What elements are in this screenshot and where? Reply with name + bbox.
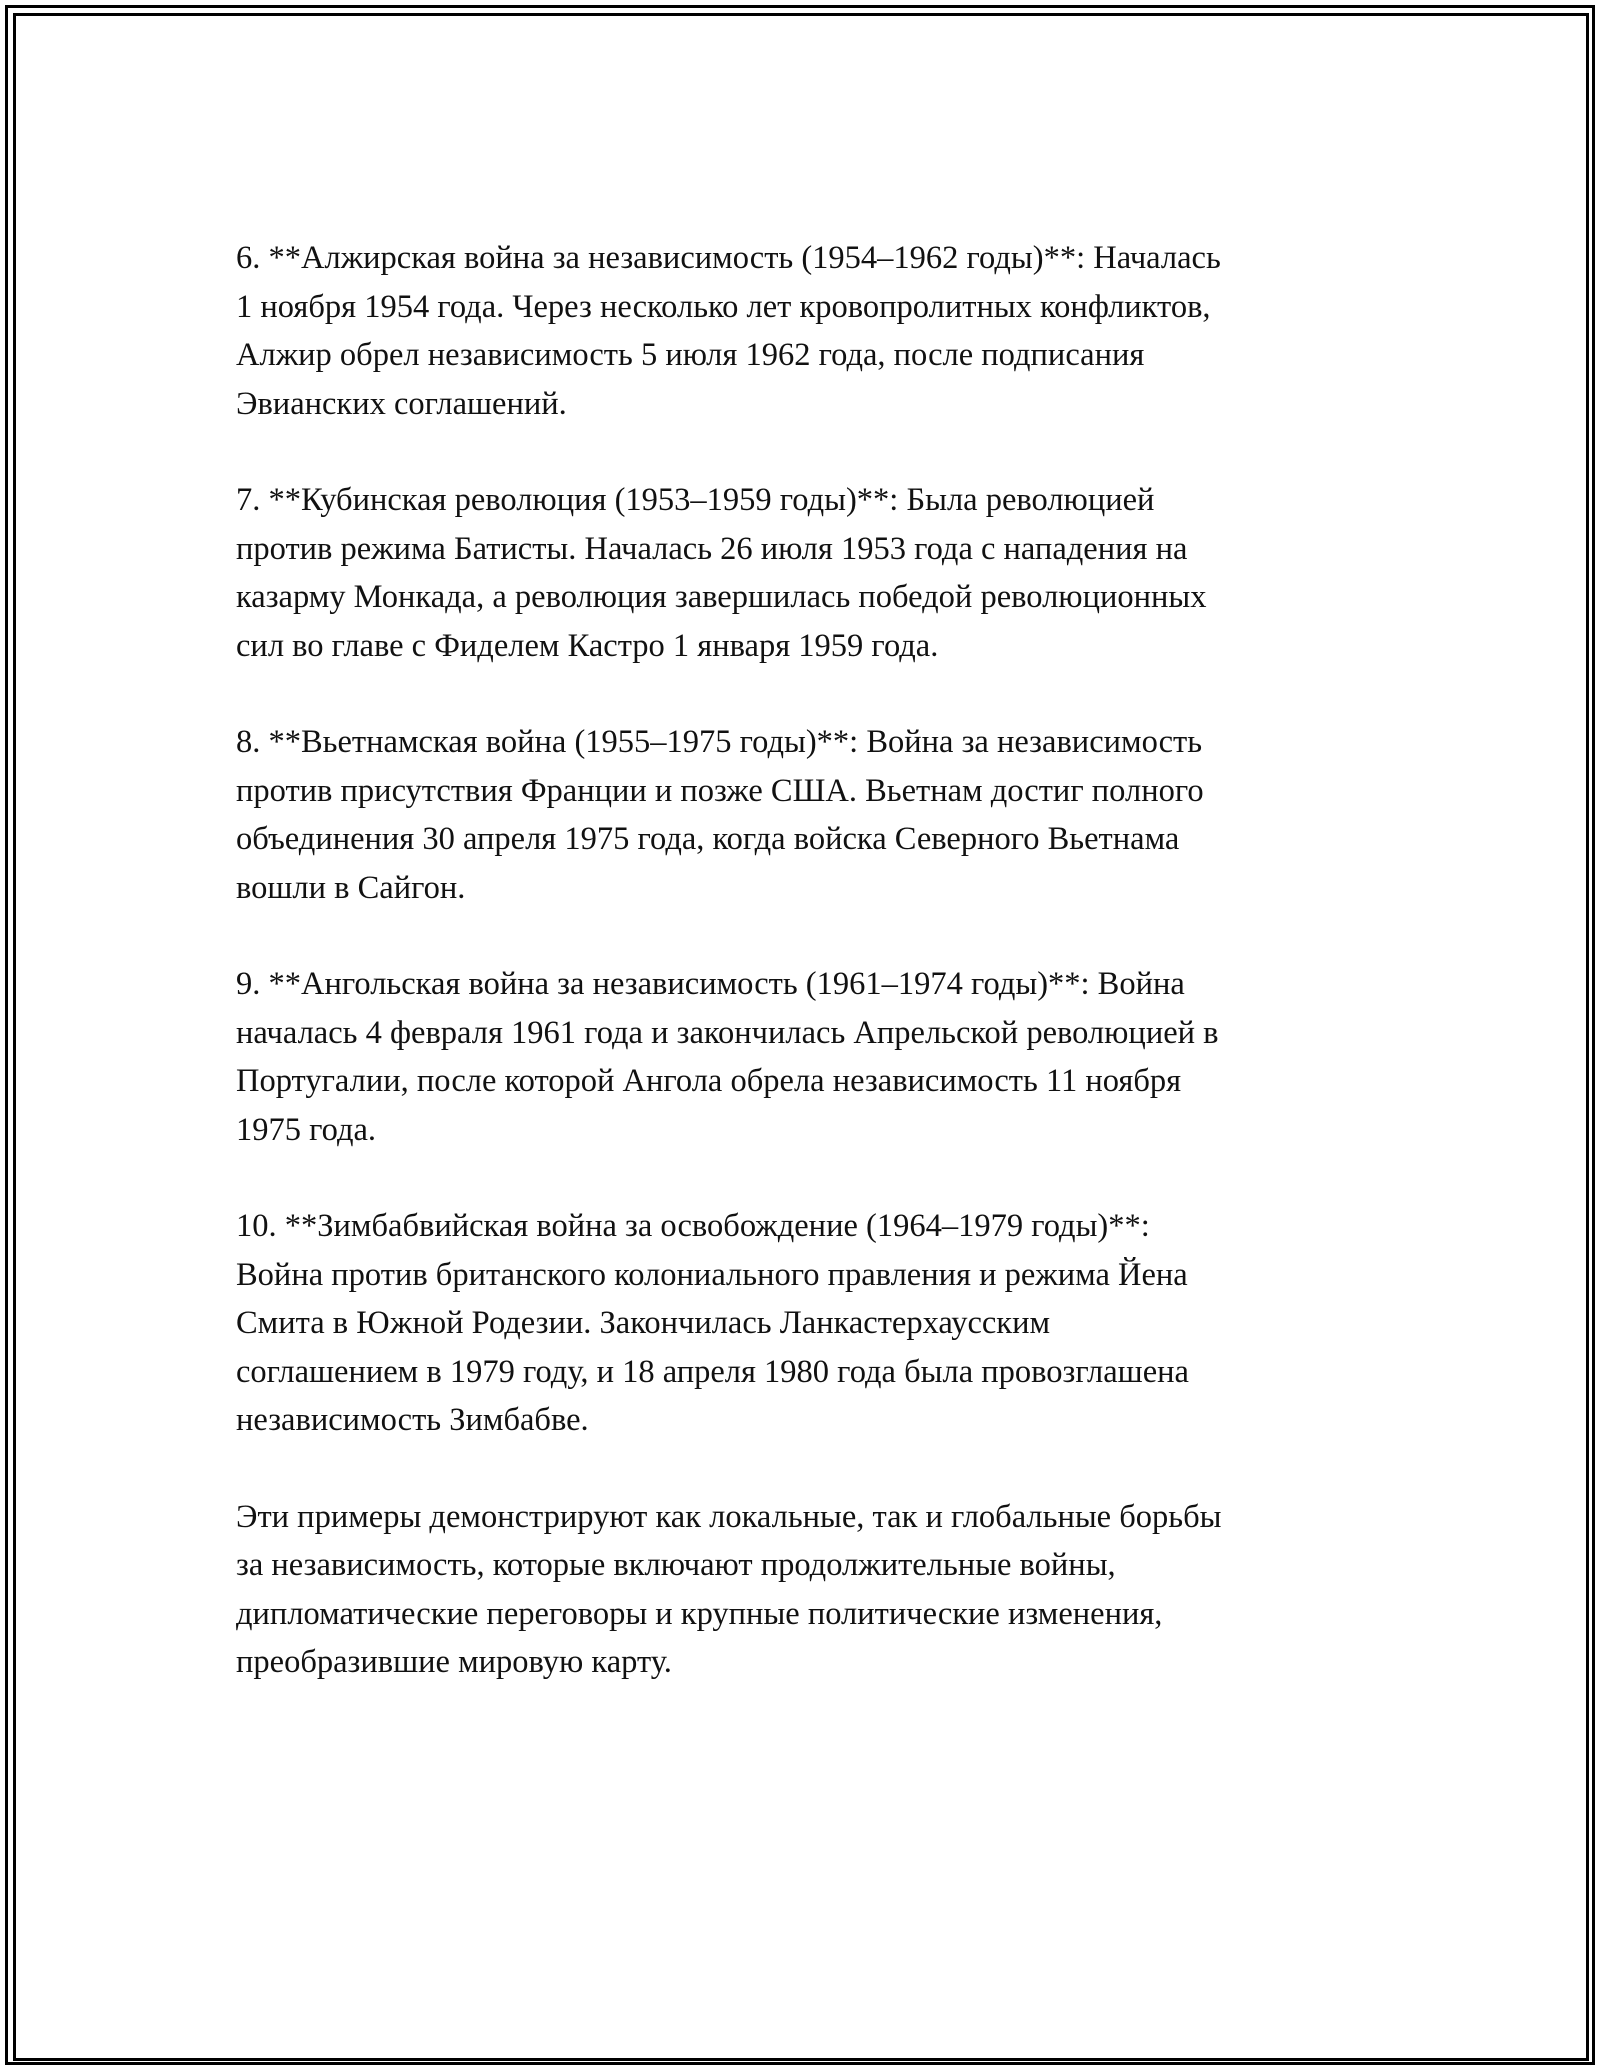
paragraph-angola: 9. **Ангольская война за независимость (1961–1974 годы)**: Война началась 4 февраля 1961 года и закончилась Апрельской революцией в Португалии, после которой Ангола обрела независимость 11 ноября 1975 года.: [236, 966, 1219, 1148]
paragraph-cuba: 7. **Кубинская революция (1953–1959 годы)**: Была революцией против режима Батисты. Началась 26 июля 1953 года с нападения на казарму Монкада, а революция завершилась победой революционных сил во главе с Фиделем Кастро 1 января 1959 года.: [236, 482, 1207, 664]
paragraph-algeria: 6. **Алжирская война за независимость (1954–1962 годы)**: Началась 1 ноября 1954 года. Через несколько лет кровопролитных конфликтов, Алжир обрел независимость 5 июля 1962 года, после подписания Эвианских соглашений.: [236, 240, 1221, 422]
paragraph-conclusion: Эти примеры демонстрируют как локальные, так и глобальные борьбы за независимость, которые включают продолжительные войны, дипломатические переговоры и крупные политические изменения, преобразившие мировую карту.: [236, 1498, 1222, 1680]
document-body: [236, 234, 1356, 1735]
paragraph-zimbabwe: 10. **Зимбабвийская война за освобождение (1964–1979 годы)**: Война против британского колониального правления и режима Йена Смита в Южной Родезии. Закончилась Ланкастерхаусским соглашением в 1979 году, и 18 апреля 1980 года была провозглашена независимость Зимбабве.: [236, 1208, 1189, 1438]
paragraph-vietnam: 8. **Вьетнамская война (1955–1975 годы)**: Война за независимость против присутствия Франции и позже США. Вьетнам достиг полного объединения 30 апреля 1975 года, когда войска Северного Вьетнама вошли в Сайгон.: [236, 724, 1204, 906]
